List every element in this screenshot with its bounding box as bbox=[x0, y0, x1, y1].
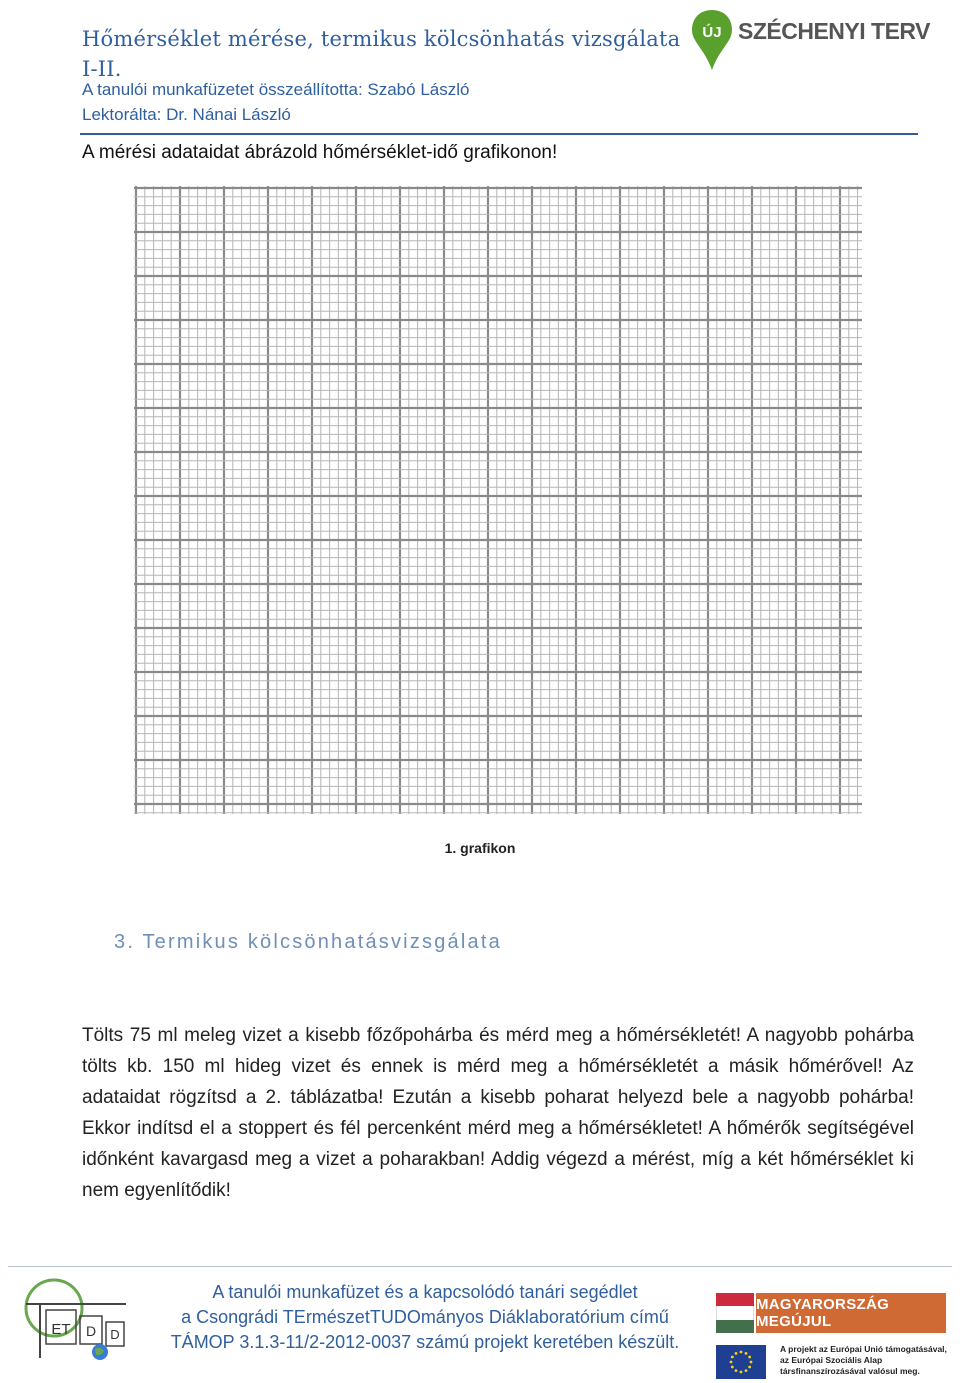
logo-wordmark: SZÉCHENYI TERV bbox=[738, 18, 930, 44]
logo-letters-d2: D bbox=[110, 1327, 120, 1342]
graph-paper-grid bbox=[134, 186, 862, 814]
eu-flag-icon bbox=[716, 1345, 766, 1379]
ettudo-logo bbox=[18, 1276, 130, 1366]
compiled-by: A tanulói munkafüzetet összeállította: Szabó László bbox=[82, 80, 470, 99]
document-title: Hőmérséklet mérése, termikus kölcsönhatás vizsgálata I-II. bbox=[82, 27, 681, 81]
logo-letters-et: ET bbox=[51, 1321, 71, 1338]
section-heading: 3. Termikus kölcsönhatásvizsgálata bbox=[114, 931, 502, 953]
logo-badge-text: ÚJ bbox=[702, 24, 722, 41]
logo-letters-d1: D bbox=[85, 1323, 97, 1339]
magyarorszag-megujul-banner: MAGYARORSZÁG MEGÚJUL bbox=[756, 1293, 946, 1333]
eu-funding-text: A projekt az Európai Unió támogatásával, az Európai Szociális Alap társfinanszírozásával valósul meg. bbox=[780, 1344, 947, 1376]
graph-caption: 1. grafikon bbox=[444, 840, 516, 856]
footer-line-1: A tanulói munkafüzet és a kapcsolódó tanári segédlet bbox=[212, 1282, 638, 1302]
header-divider bbox=[80, 133, 918, 135]
footer-line-2: a Csongrádi TErmészetTUDOmányos Diáklaboratórium című bbox=[181, 1307, 669, 1327]
reviewed-by: Lektorálta: Dr. Nánai László bbox=[82, 105, 291, 124]
footer-divider bbox=[8, 1266, 952, 1267]
footer-line-3: TÁMOP 3.1.3-11/2-2012-0037 számú projekt keretében készült. bbox=[170, 1332, 680, 1352]
section-body-text: Tölts 75 ml meleg vizet a kisebb főzőpohárba és mérd meg a hőmérsékletét! A nagyobb pohárba tölts kb. 150 ml hideg vizet és ennek is mérd meg a hőmérsékletét a másik hőmérővel! Az adataidat rögzítsd a 2. táblázatba! Ezután a kisebb poharat helyezd bele a nagyobb pohárba! Ekkor indítsd el a stoppert és fél percenként mérd meg a hőmérsékletet! A hőmérők segítségével időnként kavargasd meg a vizet a poharakban! Addig végezd a mérést, míg a két hőmérséklet ki nem egyenlítődik! bbox=[82, 1025, 914, 1201]
graph-instruction: A mérési adataidat ábrázold hőmérséklet-idő grafikonon! bbox=[82, 142, 558, 163]
hungarian-flag-icon bbox=[716, 1293, 754, 1333]
